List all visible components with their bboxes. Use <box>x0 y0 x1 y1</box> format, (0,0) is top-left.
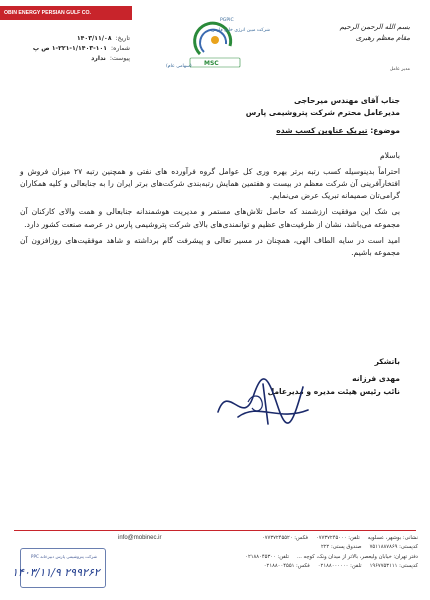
footer-fax: فکس: ۰۷۷۳۷۲۴۵۵۲۰ <box>261 535 308 541</box>
subject-label: موضوع: <box>370 126 400 136</box>
attachment-label: پیوست: <box>109 55 130 62</box>
greeting: باسلام <box>379 150 400 160</box>
stamp-text: شرکت پتروشیمی پارس دبیرخانه PPC <box>30 554 98 559</box>
number-value: ۱-۲۲۱-۱/۱۴۰۳-۱۰۱ ص پ <box>32 45 108 52</box>
header-motto <box>290 22 410 44</box>
logo-company-fa: شرکت مبین انرژی خلیج فارس <box>211 28 270 33</box>
date-value: ۱۴۰۳/۱۱/۰۸ <box>76 35 112 42</box>
footer-postal-code: کدپستی: ۷۵۱۱۸۸۷۸۶۹ <box>369 544 418 551</box>
motto-line-2: مقام معظم رهبری <box>355 34 410 42</box>
attachment-value: ندارد <box>91 55 106 62</box>
handwritten-signature-icon <box>208 372 318 432</box>
footer-email: info@mobinec.ir <box>118 535 162 541</box>
signer-title: نائب رئیس هیئت مدیره و مدیرعامل <box>267 387 400 396</box>
company-name-strip: OBIN ENERGY PERSIAN GULF CO. <box>0 6 132 20</box>
footer-tehran-postal: کدپستی: ۱۹۶۷۷۵۳۱۱۱ <box>369 563 418 570</box>
recipient-line-2: مدیرعامل محترم شرکت پتروشیمی پارس <box>245 108 400 118</box>
stamp-handwritten-date: ۱۴۰۳/۱۱/۹ ۲۹۹۲۶۲ <box>12 566 100 579</box>
footer-row-1 <box>136 534 418 543</box>
footer-contacts <box>136 534 418 572</box>
subject-value: تبریک عناوین کسب شده <box>276 126 368 136</box>
company-logo <box>160 14 272 72</box>
footer-tehran-phone-2: تلفن: ۰۲۱۸۸۰۰۰۰۰۰ <box>317 563 362 570</box>
logo-msc: MSC <box>204 60 219 67</box>
meta-attachment-row <box>8 54 130 64</box>
signer-name: مهدی فرزانه <box>352 374 400 383</box>
footer-tehran-office: دفتر تهران: خیابان ولیعصر، بالاتر از میدان ونک، کوچه ... <box>296 553 418 560</box>
motto-attribution: مدیر عامل <box>389 67 410 72</box>
paragraph-1: احتراماً بدینوسیله کسب رتبه برتر بهره وری کل عوامل گروه فرآورده های نفتی و همچنین رتبه ۲۷ میزان فروش و افتخارآفرینی آن شرکت معظم در بیست و هفتمین همایش رتبه‌بندی شرکت‌های برتر ایران را به جنابعالی و کلیه همکاران گرامی‌تان صمیمانه تبریک عرض می‌نمایم. <box>20 166 401 201</box>
paragraph-3: امید است در سایه الطاف الهی، همچنان در مسیر تعالی و پیشرفت گام برداشته و شاهد موفقیت‌های روزافزون آن مجموعه باشیم. <box>20 235 400 258</box>
footer-address: نشانی: بوشهر، عسلویه <box>367 535 418 541</box>
footer-tehran-fax: فکس: ۰۲۱۸۸۰۰۴۵۵۱ <box>263 563 310 570</box>
letter-body <box>20 95 400 259</box>
footer-row-4 <box>136 562 418 571</box>
footer-divider <box>14 530 416 531</box>
recipient-line-1: جناب آقای مهندس میرحاجی <box>293 96 400 105</box>
subject-line <box>20 125 400 137</box>
closing-thanks: باتشکر <box>374 357 400 366</box>
meta-date-row <box>8 34 130 44</box>
footer-phone: تلفن: ۰۷۷۳۷۲۴۵۰۰۰ <box>315 535 360 541</box>
paragraph-2: بی شک این موفقیت ارزشمند که حاصل تلاش‌های مستمر و مدیریت هوشمندانه جنابعالی و همت والای کارکنان آن مجموعه می‌باشد، نشان از ظرفیت‌های عظیم و توانمندی‌های بالای شرکت پتروشیمی پارس در عرصه صنعت کشور دارد. <box>20 207 400 229</box>
footer-po-box: صندوق پستی: ۲۲۲ <box>320 544 362 551</box>
logo-pgpic: PGPIC <box>220 18 234 23</box>
motto-line-1: بسم الله الرحمن الرحیم <box>339 23 410 31</box>
footer-row-3 <box>136 553 418 562</box>
meta-number-row <box>8 44 130 54</box>
footer-row-2 <box>136 543 418 552</box>
date-label: تاریخ: <box>115 35 130 42</box>
logo-company-type: (سهامی عام) <box>166 64 192 69</box>
footer-tehran-phone: تلفن: ۰۲۱۸۸۰۴۵۳۰۰ <box>245 553 289 560</box>
number-label: شماره: <box>111 45 130 52</box>
letter-meta <box>8 34 130 64</box>
